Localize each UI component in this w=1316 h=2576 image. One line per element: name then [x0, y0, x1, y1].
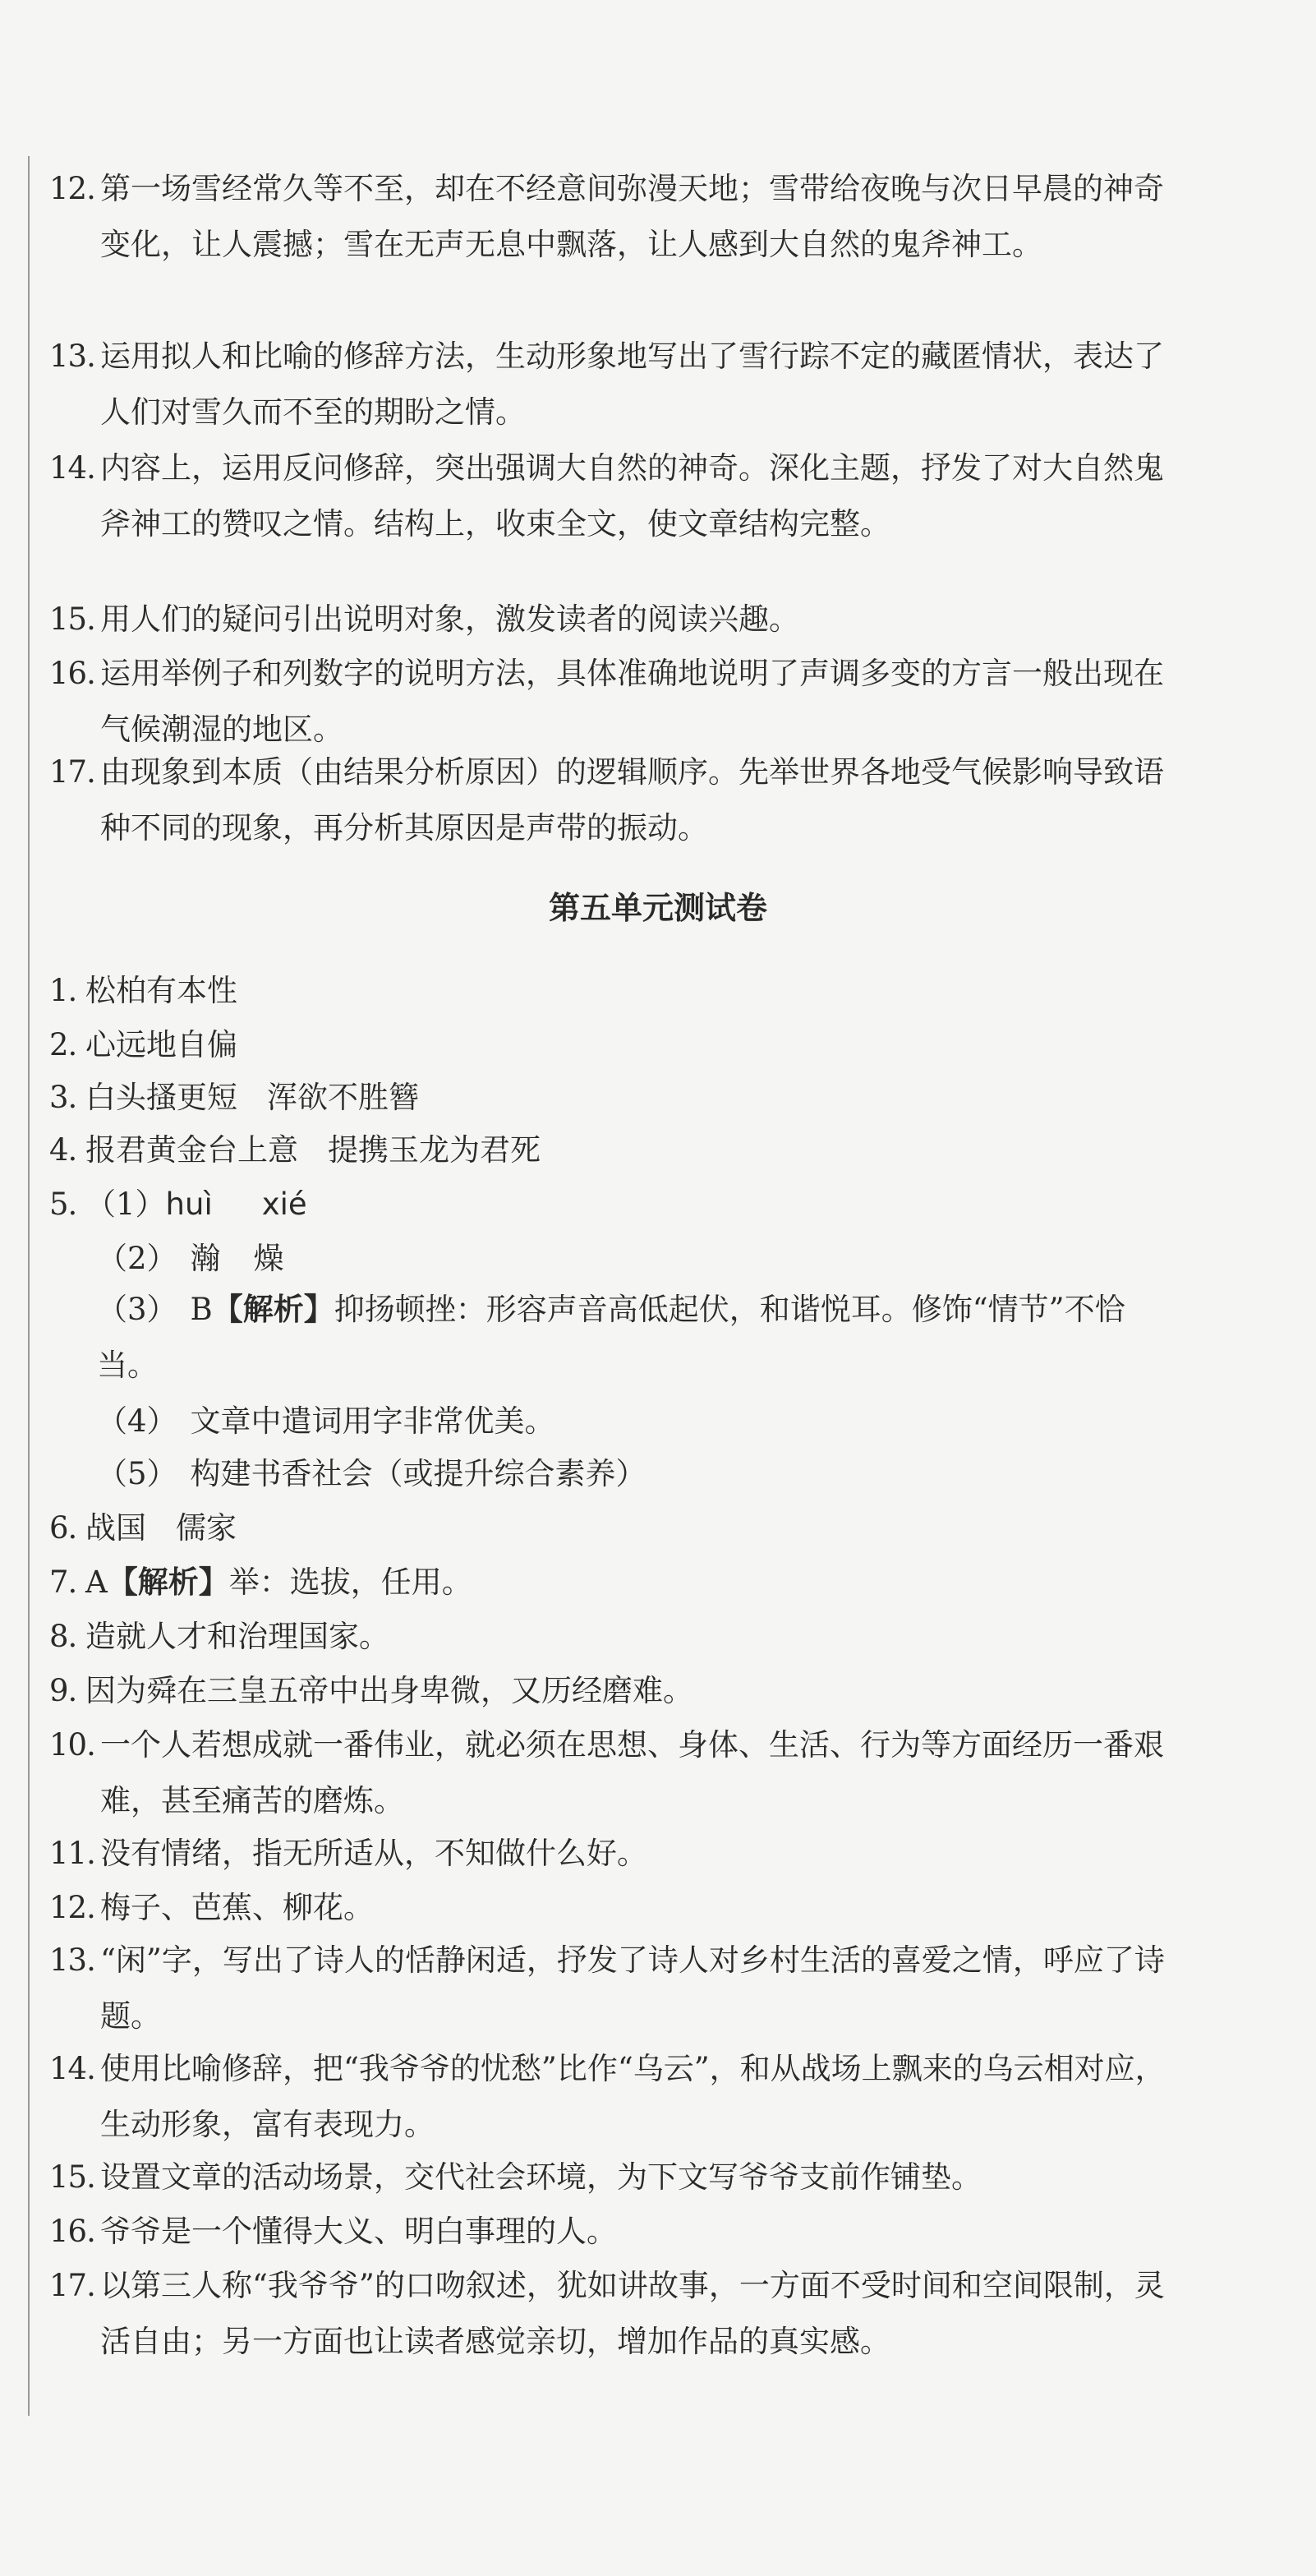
answer-5-sub-3 [97, 1282, 1181, 1394]
answer-number: 4. [49, 1132, 77, 1168]
choice-letter: A [85, 1564, 108, 1600]
answer-number: 16. [49, 656, 95, 691]
answer-text: 心远地自偏 [85, 1027, 237, 1062]
answer-text: 构建书香社会（或提升综合素养） [190, 1456, 646, 1491]
section-title: 第五单元测试卷 [548, 890, 767, 926]
answer-part: 白头搔更短 [85, 1080, 237, 1115]
answer-text [85, 1070, 1166, 1126]
answer-5-sub-5 [97, 1446, 1181, 1502]
answer-number: 13. [49, 1942, 95, 1978]
answer-text: 设置文章的活动场景，交代社会环境，为下文写爷爷支前作铺垫。 [100, 2159, 982, 2195]
answer-text: 用人们的疑问引出说明对象，激发读者的阅读兴趣。 [100, 601, 799, 637]
answer-number: 8. [49, 1619, 77, 1654]
answer-part: 瀚 [190, 1241, 221, 1276]
answer-text [85, 1122, 1166, 1178]
answer-number: 17. [49, 754, 95, 790]
answer-text: 由现象到本质（由结果分析原因）的逻辑顺序。先举世界各地受气候影响导致语种不同的现象，再分析其原因是声带的振动。 [100, 754, 1164, 846]
answer-text: 内容上，运用反问修辞，突出强调大自然的神奇。深化主题，抒发了对大自然鬼斧神工的赞叹之情。结构上，收束全文，使文章结构完整。 [100, 450, 1164, 541]
answer-16 [49, 2204, 1166, 2260]
answer-part: xié [261, 1187, 307, 1222]
analysis-label: 【解析】 [107, 1564, 229, 1600]
answer-part: 燥 [253, 1241, 284, 1276]
answer-number: 12. [49, 171, 95, 206]
answer-1 [49, 963, 1166, 1019]
answer-number: 10. [49, 1727, 95, 1763]
answer-12 [49, 1880, 1166, 1936]
answer-10 [49, 1717, 1166, 1829]
answer-number: 7. [49, 1564, 77, 1600]
answer-text: 使用比喻修辞，把“我爷爷的忧愁”比作“乌云”，和从战场上飘来的乌云相对应，生动形象，富有表现力。 [100, 2051, 1166, 2142]
sub-mark: （5） [97, 1456, 177, 1491]
answer-number: 6. [49, 1510, 77, 1546]
sub-mark: （4） [97, 1403, 177, 1439]
sub-mark: （3） [97, 1292, 177, 1327]
answer-7 [49, 1555, 1166, 1611]
answer-part: huì [165, 1187, 213, 1222]
answer-text: 爷爷是一个懂得大义、明白事理的人。 [100, 2214, 617, 2249]
answer-number: 16. [49, 2214, 95, 2249]
answer-text: 因为舜在三皇五帝中出身卑微，又历经磨难。 [85, 1673, 693, 1708]
answer-2 [49, 1017, 1166, 1073]
answer-5-sub-2 [97, 1231, 1181, 1287]
prev-answer-13 [49, 329, 1166, 440]
answer-text: “闲”字，写出了诗人的恬静闲适，抒发了诗人对乡村生活的喜爱之情，呼应了诗题。 [100, 1942, 1165, 2034]
prev-answer-15 [49, 592, 1166, 647]
analysis-label: 【解析】 [212, 1292, 334, 1327]
prev-answer-12 [49, 161, 1166, 273]
answer-text: 造就人才和治理国家。 [85, 1619, 389, 1654]
answer-text: 文章中遣词用字非常优美。 [190, 1403, 555, 1439]
choice-letter: B [190, 1292, 213, 1327]
analysis-text: 举：选拔，任用。 [228, 1564, 472, 1600]
answer-text [85, 1500, 1166, 1556]
answer-17 [49, 2258, 1166, 2370]
answer-number: 3. [49, 1080, 77, 1115]
answer-number: 1. [49, 973, 77, 1008]
analysis-text: 抑扬顿挫：形容声音高低起伏，和谐悦耳。修饰“情节”不恰当。 [97, 1292, 1125, 1383]
answer-3 [49, 1070, 1166, 1126]
answer-text: 以第三人称“我爷爷”的口吻叙述，犹如讲故事，一方面不受时间和空间限制，灵活自由；另一方面也让读者感觉亲切，增加作品的真实感。 [100, 2268, 1165, 2359]
answer-number: 17. [49, 2268, 95, 2303]
answer-text [85, 1555, 1166, 1611]
answer-number: 5. [49, 1187, 77, 1222]
answer-number: 13. [49, 339, 95, 374]
answer-11 [49, 1826, 1166, 1882]
answer-number: 15. [49, 601, 95, 637]
answer-9 [49, 1663, 1166, 1719]
answer-5 [49, 1177, 1166, 1233]
answer-part: 浑欲不胜簪 [267, 1080, 419, 1115]
answer-text [85, 1177, 1166, 1233]
margin-rule [28, 156, 30, 2416]
answer-part: 战国 [85, 1510, 146, 1546]
answer-text: 运用举例子和列数字的说明方法，具体准确地说明了声调多变的方言一般出现在气候潮湿的地区。 [100, 656, 1164, 747]
prev-answer-14 [49, 440, 1166, 552]
answer-part: 提携玉龙为君死 [328, 1132, 541, 1168]
answer-text: 运用拟人和比喻的修辞方法，生动形象地写出了雪行踪不定的藏匿情状，表达了人们对雪久而不至的期盼之情。 [100, 339, 1164, 430]
answer-number: 15. [49, 2159, 95, 2195]
answer-part: 儒家 [176, 1510, 237, 1546]
answer-number: 2. [49, 1027, 77, 1062]
answer-text: 松柏有本性 [85, 973, 237, 1008]
answer-text: 梅子、芭蕉、柳花。 [100, 1890, 374, 1925]
prev-answer-17 [49, 744, 1166, 856]
sub-mark: （1） [85, 1187, 166, 1222]
answer-number: 11. [49, 1836, 95, 1871]
answer-15 [49, 2150, 1166, 2205]
sub-mark: （2） [97, 1241, 177, 1276]
answer-number: 14. [49, 450, 95, 486]
answer-number: 9. [49, 1673, 77, 1708]
answer-number: 14. [49, 2051, 95, 2086]
answer-14 [49, 2041, 1166, 2153]
answer-8 [49, 1609, 1166, 1665]
answer-number: 12. [49, 1890, 95, 1925]
answer-5-sub-4 [97, 1394, 1181, 1449]
answer-text: 没有情绪，指无所适从，不知做什么好。 [100, 1836, 647, 1871]
answer-6 [49, 1500, 1166, 1556]
prev-answer-16 [49, 646, 1166, 758]
answer-text: 第一场雪经常久等不至，却在不经意间弥漫天地；雪带给夜晚与次日早晨的神奇变化，让人震撼；雪在无声无息中飘落，让人感到大自然的鬼斧神工。 [100, 171, 1164, 262]
answer-part: 报君黄金台上意 [85, 1132, 298, 1168]
answer-4 [49, 1122, 1166, 1178]
answer-text: 一个人若想成就一番伟业，就必须在思想、身体、生活、行为等方面经历一番艰难，甚至痛苦的磨炼。 [100, 1727, 1164, 1818]
answer-13 [49, 1933, 1166, 2044]
